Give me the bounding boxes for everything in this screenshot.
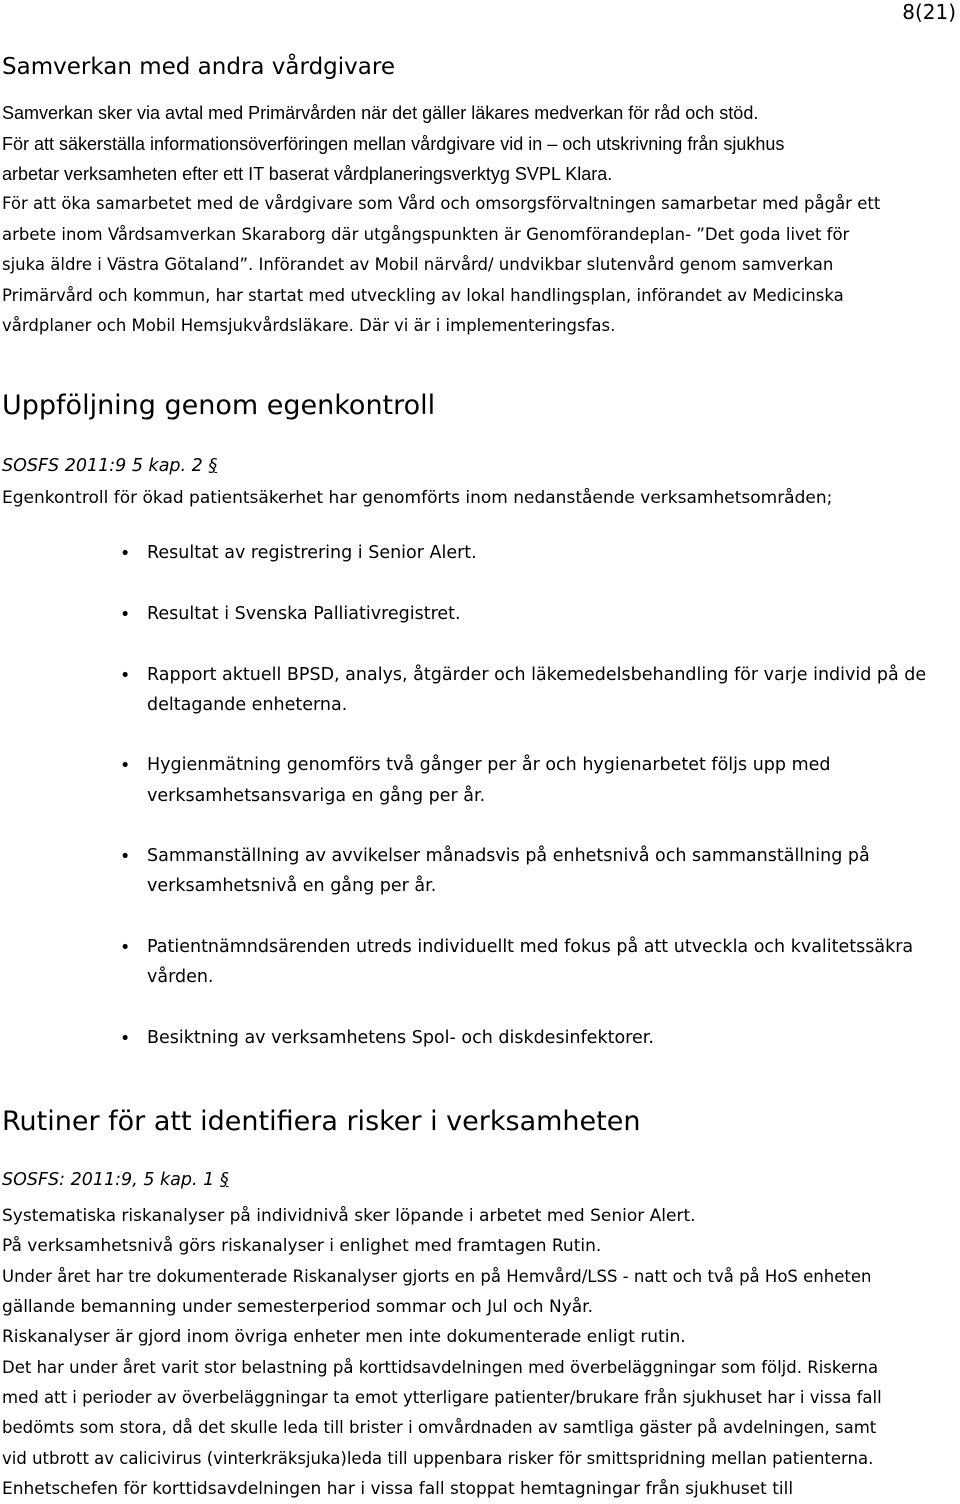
paragraph-line: Det har under året varit stor belastning på korttidsavdelningen med överbeläggningar som följd. Riskerna: [2, 1358, 879, 1377]
list-item-continuation: verksamhetsansvariga en gång per år.: [147, 786, 486, 806]
paragraph-line: Primärvård och kommun, har startat med utveckling av lokal handlingsplan, införandet av Medicinska: [2, 286, 844, 305]
bullet-marker: •: [120, 756, 131, 776]
paragraph-line: Samverkan sker via avtal med Primärvården när det gäller läkares medverkan för råd och stöd.: [2, 103, 759, 123]
paragraph-line: vid utbrott av calicivirus (vinterkräksjuka)leda till uppenbara risker för smittspridning mellan patienterna.: [2, 1449, 874, 1468]
heading-rutiner: Rutiner för att identifiera risker i verksamheten: [2, 1106, 641, 1137]
paragraph-line: sjuka äldre i Västra Götaland”. Införandet av Mobil närvård/ undvikbar slutenvård genom samverkan: [2, 255, 834, 274]
list-item: Besiktning av verksamhetens Spol- och diskdesinfektorer.: [147, 1028, 654, 1048]
regulation-reference-text: SOSFS 2011:9 5 kap. 2: [2, 456, 209, 476]
bullet-marker: •: [120, 938, 131, 958]
paragraph-line: arbete inom Vårdsamverkan Skaraborg där utgångspunkten är Genomförandeplan- ”Det goda livet för: [2, 225, 850, 244]
intro-text: Egenkontroll för ökad patientsäkerhet har genomförts inom nedanstående verksamhetsområden;: [2, 488, 833, 508]
heading-uppfoljning: Uppföljning genom egenkontroll: [2, 390, 436, 421]
list-item: Patientnämndsärenden utreds individuellt med fokus på att utveckla och kvalitetssäkra: [147, 937, 914, 957]
list-item: Resultat i Svenska Palliativregistret.: [147, 604, 461, 624]
paragraph-line: På verksamhetsnivå görs riskanalyser i enlighet med framtagen Rutin.: [2, 1236, 602, 1256]
bullet-marker: •: [120, 605, 131, 625]
paragraph-line: Systematiska riskanalyser på individnivå sker löpande i arbetet med Senior Alert.: [2, 1206, 696, 1226]
paragraph-line: För att säkerställa informationsöverföringen mellan vårdgivare vid in – och utskrivning från sjukhus: [2, 134, 785, 154]
paragraph-line: bedömts som stora, då det skulle leda till brister i omvårdnaden av samtliga gäster på avdelningen, samt: [2, 1418, 877, 1437]
section-sign: §: [208, 456, 218, 476]
bullet-marker: •: [120, 544, 131, 564]
paragraph-line: Riskanalyser är gjord inom övriga enheter men inte dokumenterade enligt rutin.: [2, 1327, 686, 1347]
regulation-reference: [2, 1170, 229, 1190]
page-number: 8(21): [902, 0, 956, 24]
list-item: Resultat av registrering i Senior Alert.: [147, 543, 477, 563]
regulation-reference-text: SOSFS: 2011:9, 5 kap. 1: [2, 1170, 220, 1190]
bullet-marker: •: [120, 1029, 131, 1049]
paragraph-line: med att i perioder av överbeläggningar ta emot ytterligare patienter/brukare från sjukhuset har i vissa fall: [2, 1388, 882, 1407]
heading-samverkan: Samverkan med andra vårdgivare: [2, 54, 395, 80]
paragraph-line: Under året har tre dokumenterade Riskanalyser gjorts en på Hemvård/LSS - natt och två på HoS enheten: [2, 1267, 872, 1286]
section-sign: §: [219, 1170, 229, 1190]
list-item: Rapport aktuell BPSD, analys, åtgärder och läkemedelsbehandling för varje individ på de: [147, 665, 927, 685]
list-item-continuation: deltagande enheterna.: [147, 695, 348, 715]
list-item-continuation: vården.: [147, 967, 214, 987]
paragraph-line: gällande bemanning under semesterperiod sommar och Jul och Nyår.: [2, 1297, 594, 1317]
paragraph-line: För att öka samarbetet med de vårdgivare som Vård och omsorgsförvaltningen samarbetar med pågår ett: [2, 194, 881, 213]
bullet-marker: •: [120, 666, 131, 686]
bullet-marker: •: [120, 847, 131, 867]
list-item: Hygienmätning genomförs två gånger per år och hygienarbetet följs upp med: [147, 755, 831, 775]
paragraph-line: vårdplaner och Mobil Hemsjukvårdsläkare. Där vi är i implementeringsfas.: [2, 316, 616, 335]
paragraph-line: Enhetschefen för korttidsavdelningen har i vissa fall stoppat hemtagningar från sjukhuset till: [2, 1479, 794, 1499]
list-item-continuation: verksamhetsnivå en gång per år.: [147, 876, 437, 896]
list-item: Sammanställning av avvikelser månadsvis på enhetsnivå och sammanställning på: [147, 846, 870, 866]
paragraph-line: arbetar verksamheten efter ett IT baserat vårdplaneringsverktyg SVPL Klara.: [2, 164, 613, 184]
regulation-reference: [2, 456, 217, 476]
